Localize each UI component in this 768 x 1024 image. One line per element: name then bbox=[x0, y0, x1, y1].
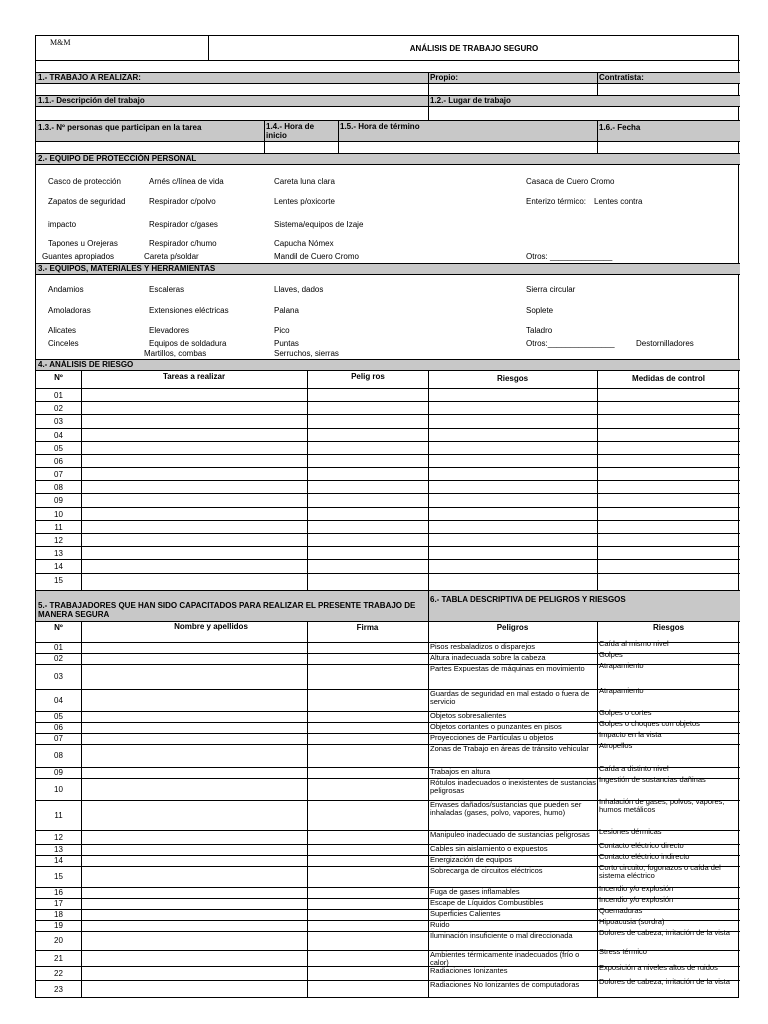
peligro-text: Pisos resbaladizos o disparejos bbox=[430, 642, 536, 651]
lugar-label: 1.2.- Lugar de trabajo bbox=[430, 96, 511, 105]
peligro-text: Altura inadecuada sobre la cabeza bbox=[430, 653, 546, 662]
s5-row-number: 14 bbox=[54, 856, 63, 865]
equipo-item: Extensiones eléctricas bbox=[149, 306, 229, 315]
equipo-item: Puntas bbox=[274, 339, 299, 348]
peligro-text: Sobrecarga de circuitos eléctricos bbox=[430, 866, 543, 875]
s4-row-number: 02 bbox=[54, 404, 63, 413]
personas-label: 1.3.- Nº personas que participan en la tarea bbox=[38, 123, 202, 132]
peligro-text: Cables sin aislamiento o expuestos bbox=[430, 844, 548, 853]
s6-header-peligros: Peligros bbox=[496, 623, 529, 632]
s5-row-number: 07 bbox=[54, 734, 63, 743]
fecha-label: 1.6.- Fecha bbox=[599, 123, 641, 132]
s5-row-number: 11 bbox=[54, 810, 63, 820]
s6-header-riesgos: Riesgos bbox=[652, 623, 685, 632]
peligro-text: Rótulos inadecuados o inexistentes de sustancias peligrosas bbox=[430, 778, 596, 795]
s4-header-medidas: Medidas de control bbox=[632, 374, 705, 383]
epp-item: Respirador c/gases bbox=[149, 220, 218, 229]
epp-item: Casaca de Cuero Cromo bbox=[526, 177, 615, 186]
s4-row-number: 05 bbox=[54, 444, 63, 453]
riesgo-text: Caída al mismo nivel bbox=[599, 639, 669, 648]
peligro-text: Envases dañados/sustancias que pueden ser inhaladas (gases, polvo, vapores, humo) bbox=[430, 800, 582, 817]
s5-row-number: 15 bbox=[54, 872, 63, 881]
s4-row-number: 11 bbox=[54, 523, 63, 532]
riesgo-text: Stress térmico bbox=[599, 947, 647, 956]
equipo-item: Cinceles bbox=[48, 339, 79, 348]
s5-row-number: 21 bbox=[54, 953, 63, 963]
epp-item: Lentes p/oxicorte bbox=[274, 197, 335, 206]
equipo-item: Destornilladores bbox=[636, 339, 694, 348]
equipo-item: Equipos de soldadura bbox=[149, 339, 227, 348]
epp-section-title: 2.- EQUIPO DE PROTECCIÓN PERSONAL bbox=[38, 154, 197, 163]
s5-row-number: 02 bbox=[54, 654, 63, 663]
capacitados-section-title: 5.- TRABAJADORES QUE HAN SIDO CAPACITADOS PARA REALIZAR EL PRESENTE TRABAJO DE MANERA SEGURA bbox=[38, 601, 416, 619]
peligro-text: Guardas de seguridad en mal estado o fuera de servicio bbox=[430, 689, 590, 706]
s4-header-riesgos: Riesgos bbox=[496, 374, 529, 383]
s5-row-number: 18 bbox=[54, 910, 63, 919]
riesgo-text: Atropellos bbox=[599, 741, 633, 750]
riesgo-text: Exposición a niveles altos de ruidos bbox=[599, 963, 718, 972]
s5-row-number: 16 bbox=[54, 888, 63, 897]
s5-row-number: 22 bbox=[54, 968, 63, 978]
s5-row-number: 03 bbox=[54, 672, 63, 681]
equipo-item: Palana bbox=[274, 306, 299, 315]
peligro-text: Trabajos en altura bbox=[430, 767, 491, 776]
s4-header-peligros: Pelig ros bbox=[351, 372, 385, 381]
s5-row-number: 05 bbox=[54, 712, 63, 721]
epp-item: Mandil de Cuero Cromo bbox=[274, 252, 359, 261]
equipo-item: Soplete bbox=[526, 306, 554, 315]
s4-row-number: 13 bbox=[54, 549, 63, 558]
s4-header-num: Nº bbox=[54, 373, 63, 382]
equipo-item: Escaleras bbox=[149, 285, 185, 294]
riesgo-text: Inhalación de gases, polvos, vapores, humos metálicos bbox=[599, 797, 725, 814]
epp-item: impacto bbox=[48, 220, 77, 229]
s5-row-number: 13 bbox=[54, 845, 63, 854]
peligro-text: Iluminación insuficiente o mal direccionada bbox=[430, 931, 573, 940]
epp-item: Lentes contra bbox=[594, 197, 643, 206]
epp-item: Tapones u Orejeras bbox=[48, 239, 118, 248]
riesgo-text: Dolores de cabeza, irritación de la vista bbox=[599, 977, 730, 986]
s5-header-nombre: Nombre y apellidos bbox=[174, 622, 248, 631]
riesgo-text: Quemaduras bbox=[599, 906, 643, 915]
s4-header-tareas: Tareas a realizar bbox=[162, 372, 226, 381]
riesgo-text: Lesiones dérmicas bbox=[599, 827, 662, 836]
s4-row-number: 06 bbox=[54, 457, 63, 466]
peligro-text: Fuga de gases inflamables bbox=[430, 887, 520, 896]
page-title: ANÁLISIS DE TRABAJO SEGURO bbox=[409, 44, 539, 53]
s5-header-num: Nº bbox=[54, 623, 63, 632]
riesgo-text: Ingestión de sustancias dañinas bbox=[599, 775, 706, 784]
riesgo-text: Dolores de cabeza, irritación de la vista bbox=[599, 928, 730, 937]
epp-item: Sistema/equipos de Izaje bbox=[274, 220, 364, 229]
safety-form bbox=[35, 35, 739, 998]
riesgo-text: Golpes o choques con objetos bbox=[599, 719, 700, 728]
s4-row-number: 01 bbox=[54, 391, 63, 400]
peligro-text: Zonas de Trabajo en áreas de tránsito vehicular bbox=[430, 744, 589, 753]
riesgo-text: Contacto eléctrico directo bbox=[599, 841, 684, 850]
equipo-item: Andamios bbox=[48, 285, 84, 294]
equipos-section-title: 3.- EQUIPOS, MATERIALES Y HERRAMIENTAS bbox=[38, 264, 216, 273]
s5-row-number: 12 bbox=[54, 832, 63, 842]
equipo-item: Amoladoras bbox=[48, 306, 91, 315]
s5-row-number: 01 bbox=[54, 643, 63, 652]
epp-item: Respirador c/polvo bbox=[149, 197, 216, 206]
riesgo-text: Caída a distinto nivel bbox=[599, 764, 669, 773]
peligro-text: Ambientes térmicamente inadecuados (frío o calor) bbox=[430, 950, 580, 967]
s4-row-number: 03 bbox=[54, 417, 63, 426]
epp-item: Enterizo térmico: bbox=[526, 197, 587, 206]
s5-row-number: 06 bbox=[54, 723, 63, 732]
riesgo-text: Incendio y/o explosión bbox=[599, 884, 674, 893]
analisis-section-title: 4.- ANÁLISIS DE RIESGO bbox=[38, 360, 134, 369]
s5-row-number: 19 bbox=[54, 921, 63, 930]
equipo-item: Serruchos, sierras bbox=[274, 349, 339, 358]
equipo-item: Alicates bbox=[48, 326, 77, 335]
peligro-text: Radiaciones Ionizantes bbox=[430, 966, 508, 975]
s4-row-number: 04 bbox=[54, 431, 63, 440]
s4-row-number: 09 bbox=[54, 496, 63, 505]
s5-row-number: 23 bbox=[54, 984, 63, 994]
peligro-text: Ruido bbox=[430, 920, 450, 929]
s4-row-number: 15 bbox=[54, 576, 63, 585]
peligro-text: Radiaciones No Ionizantes de computadoras bbox=[430, 980, 580, 989]
peligro-text: Energización de equipos bbox=[430, 855, 513, 864]
equipo-item: Sierra circular bbox=[526, 285, 576, 294]
riesgo-text: Corto circuito, fogonazos o caída del sistema eléctrico bbox=[599, 863, 721, 880]
trabajo-label: 1.- TRABAJO A REALIZAR: bbox=[38, 73, 141, 82]
riesgo-text: Golpes o cortes bbox=[599, 708, 652, 717]
hora-termino-label: 1.5.- Hora de término bbox=[340, 122, 420, 131]
s4-row-number: 07 bbox=[54, 470, 63, 479]
epp-item: Zapatos de seguridad bbox=[48, 197, 126, 206]
logo-text: M&M bbox=[50, 38, 71, 47]
epp-item: Casco de protección bbox=[48, 177, 121, 186]
riesgo-text: Golpes bbox=[599, 650, 623, 659]
s5-header-firma: Firma bbox=[356, 623, 379, 632]
s5-row-number: 09 bbox=[54, 768, 63, 777]
hora-inicio-label: 1.4.- Hora de inicio bbox=[266, 122, 315, 140]
riesgo-text: Atrapamiento bbox=[599, 686, 644, 695]
epp-item: Arnés c/línea de vida bbox=[149, 177, 224, 186]
epp-item: Guantes apropiados bbox=[42, 252, 115, 261]
peligro-text: Partes Expuestas de máquinas en movimiento bbox=[430, 664, 585, 673]
peligro-text: Manipuleo inadecuado de sustancias peligrosas bbox=[430, 830, 590, 839]
s5-row-number: 20 bbox=[54, 936, 63, 945]
epp-otros: Otros: ______________ bbox=[526, 252, 613, 261]
riesgo-text: Contacto eléctrico indirecto bbox=[599, 852, 690, 861]
riesgo-text: Impacto en la vista bbox=[599, 730, 662, 739]
equipo-otros: Otros:_______________ bbox=[526, 339, 615, 348]
contratista-label: Contratista: bbox=[599, 73, 644, 82]
epp-item: Respirador c/humo bbox=[149, 239, 217, 248]
peligro-text: Objetos sobresalientes bbox=[430, 711, 507, 720]
s4-row-number: 08 bbox=[54, 483, 63, 492]
s5-row-number: 08 bbox=[54, 751, 63, 760]
propio-label: Propio: bbox=[430, 73, 458, 82]
peligro-text: Escape de Líquidos Combustibles bbox=[430, 898, 544, 907]
tabla-peligros-section-title: 6.- TABLA DESCRIPTIVA DE PELIGROS Y RIESGOS bbox=[430, 595, 626, 604]
epp-item: Careta luna clara bbox=[274, 177, 335, 186]
s4-row-number: 12 bbox=[54, 536, 63, 545]
riesgo-text: Atrapamiento bbox=[599, 661, 644, 670]
equipo-item: Llaves, dados bbox=[274, 285, 324, 294]
peligro-text: Superficies Calientes bbox=[430, 909, 501, 918]
riesgo-text: Incendio y/o explosión bbox=[599, 895, 674, 904]
peligro-text: Objetos cortantes o punzantes en pisos bbox=[430, 722, 562, 731]
s4-row-number: 14 bbox=[54, 562, 63, 571]
riesgo-text: Hipoacusia (sordra) bbox=[599, 917, 665, 926]
s5-row-number: 04 bbox=[54, 695, 63, 705]
epp-item: Careta p/soldar bbox=[144, 252, 199, 261]
s4-row-number: 10 bbox=[54, 510, 63, 519]
s5-row-number: 10 bbox=[54, 784, 63, 794]
s5-row-number: 17 bbox=[54, 899, 63, 908]
equipo-item: Elevadores bbox=[149, 326, 190, 335]
equipo-item: Pico bbox=[274, 326, 290, 335]
descripcion-label: 1.1.- Descripción del trabajo bbox=[38, 96, 145, 105]
epp-item: Capucha Nómex bbox=[274, 239, 334, 248]
equipo-item: Taladro bbox=[526, 326, 553, 335]
peligro-text: Proyecciones de Partículas u objetos bbox=[430, 733, 554, 742]
equipo-item: Martillos, combas bbox=[144, 349, 207, 358]
